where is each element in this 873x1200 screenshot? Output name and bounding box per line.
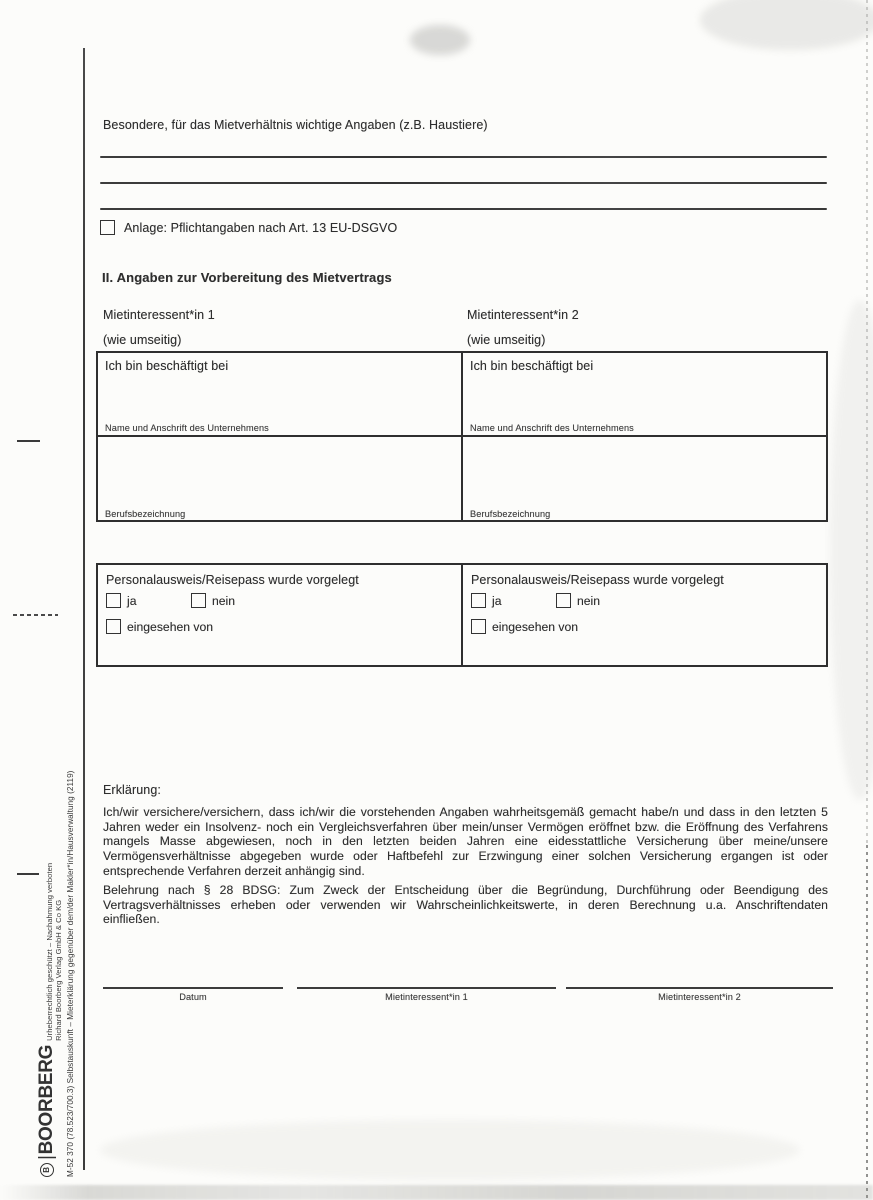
employment-table [96,351,828,522]
profession-label: Berufsbezeichnung [470,509,551,519]
identity-cell-tenant1 [98,565,461,665]
scan-bottom-band [0,1185,873,1200]
copyright-lines [46,863,63,1041]
id-inspected-label: eingesehen von [127,619,214,634]
id-yes-label: ja [127,593,137,608]
id-no-checkbox-tenant2[interactable] [556,593,571,608]
profession-label: Berufsbezeichnung [105,509,186,519]
special-info-heading: Besondere, für das Mietverhältnis wichtige Angaben (z.B. Haustiere) [103,118,488,132]
signature-line-tenant1[interactable] [297,987,556,989]
anlage-checkbox[interactable] [100,220,115,235]
publisher-imprint [37,677,75,1177]
tenant2-title: Mietinteressent*in 2 [467,308,579,322]
declaration-heading: Erklärung: [103,783,161,797]
employed-at-label: Ich bin beschäftigt bei [105,359,229,373]
profession-input-area-tenant2[interactable] [463,437,826,507]
section-ii-heading: II. Angaben zur Vorbereitung des Mietvertrags [102,270,392,285]
signature-date-label: Datum [179,992,207,1002]
id-no-label: nein [212,593,236,608]
identity-title: Personalausweis/Reisepass wurde vorgelegt [471,573,724,587]
company-input-area-tenant1[interactable] [98,373,461,423]
signature-line-date[interactable] [103,987,283,989]
id-inspected-checkbox-tenant1[interactable] [106,619,121,634]
company-label: Name und Anschrift des Unternehmens [470,423,634,433]
scan-smudge [700,0,873,50]
tenant1-subtitle: (wie umseitig) [103,333,182,347]
fold-mark-bottom [17,873,39,875]
company-input-area-tenant2[interactable] [463,373,826,423]
id-inspected-label: eingesehen von [492,619,579,634]
copyright-line-2: Richard Boorberg Verlag GmbH & Co KG [53,899,63,1041]
write-line-2[interactable] [100,182,827,184]
signature-line-tenant2[interactable] [566,987,833,989]
write-line-1[interactable] [100,156,827,158]
boorberg-logo [37,1045,57,1177]
id-no-checkbox-tenant1[interactable] [191,593,206,608]
tenant1-title: Mietinteressent*in 1 [103,308,215,322]
fold-mark-top [17,440,40,442]
logo-separator: | [36,1155,57,1160]
id-no-label: nein [577,593,601,608]
fold-mark-middle [13,614,58,616]
anlage-checkbox-label: Anlage: Pflichtangaben nach Art. 13 EU-DSGVO [124,221,398,235]
employment-cell-tenant1 [98,353,461,520]
identity-title: Personalausweis/Reisepass wurde vorgelegt [106,573,359,587]
profession-input-area-tenant1[interactable] [98,437,461,507]
write-line-3[interactable] [100,208,827,210]
publisher-logo-row [37,677,63,1177]
id-inspected-checkbox-tenant2[interactable] [471,619,486,634]
scan-smudge [100,1120,800,1180]
declaration-paragraph-1: Ich/wir versichere/versichern, dass ich/wir die vorstehenden Angaben wahrheitsgemäß gemacht habe/n und dass in den letzten 5 Jahren weder ein Insolvenz- noch ein Vergleichsverfahren über mein/unser Vermögen eröffnet bzw. die Eröffnung des Verfahrens mangels Masse abgewiesen, noch in den letzten beiden Jahren eine eidesstattliche Versicherung über meine/unsere Vermögensverhältnisse abgegeben wurde oder Haftbefehl zur Erzwingung einer solchen Versicherung ergangen ist oder entsprechende Verfahren derzeit anhängig sind. [103,805,828,878]
copyright-line-1: Urheberrechtlich geschützt – Nachahmung verboten [45,862,54,1041]
boorberg-emblem-icon: B [40,1163,54,1177]
perforation-line-bottom [866,845,868,1200]
declaration-paragraph-2: Belehrung nach § 28 BDSG: Zum Zweck der Entscheidung über die Begründung, Durchführung oder Beendigung des Vertragsverhältnisses erheben oder verwenden wir Wahrscheinlichkeitswerte, in deren Berechnung u.a. Anschriftendaten einfließen. [103,883,828,927]
logo-text: BOORBERG [36,1044,57,1155]
identity-cell-tenant2 [463,565,826,665]
employed-at-label: Ich bin beschäftigt bei [470,359,594,373]
scan-smudge [830,300,873,800]
employment-cell-tenant2 [463,353,826,520]
company-label: Name und Anschrift des Unternehmens [105,423,269,433]
identity-table [96,563,828,667]
scan-smudge [410,25,470,55]
id-yes-checkbox-tenant2[interactable] [471,593,486,608]
id-yes-checkbox-tenant1[interactable] [106,593,121,608]
form-number: M-52 370 (78.523/700.3) Selbstauskunft – Mieterklärung gegenüber dem/der Makler*in/Hausverwaltung (2119) [66,770,76,1177]
signature-tenant1-label: Mietinteressent*in 1 [385,992,468,1002]
id-yes-label: ja [492,593,502,608]
tenant2-subtitle: (wie umseitig) [467,333,546,347]
page-edge-line [83,48,85,1170]
signature-tenant2-label: Mietinteressent*in 2 [658,992,741,1002]
